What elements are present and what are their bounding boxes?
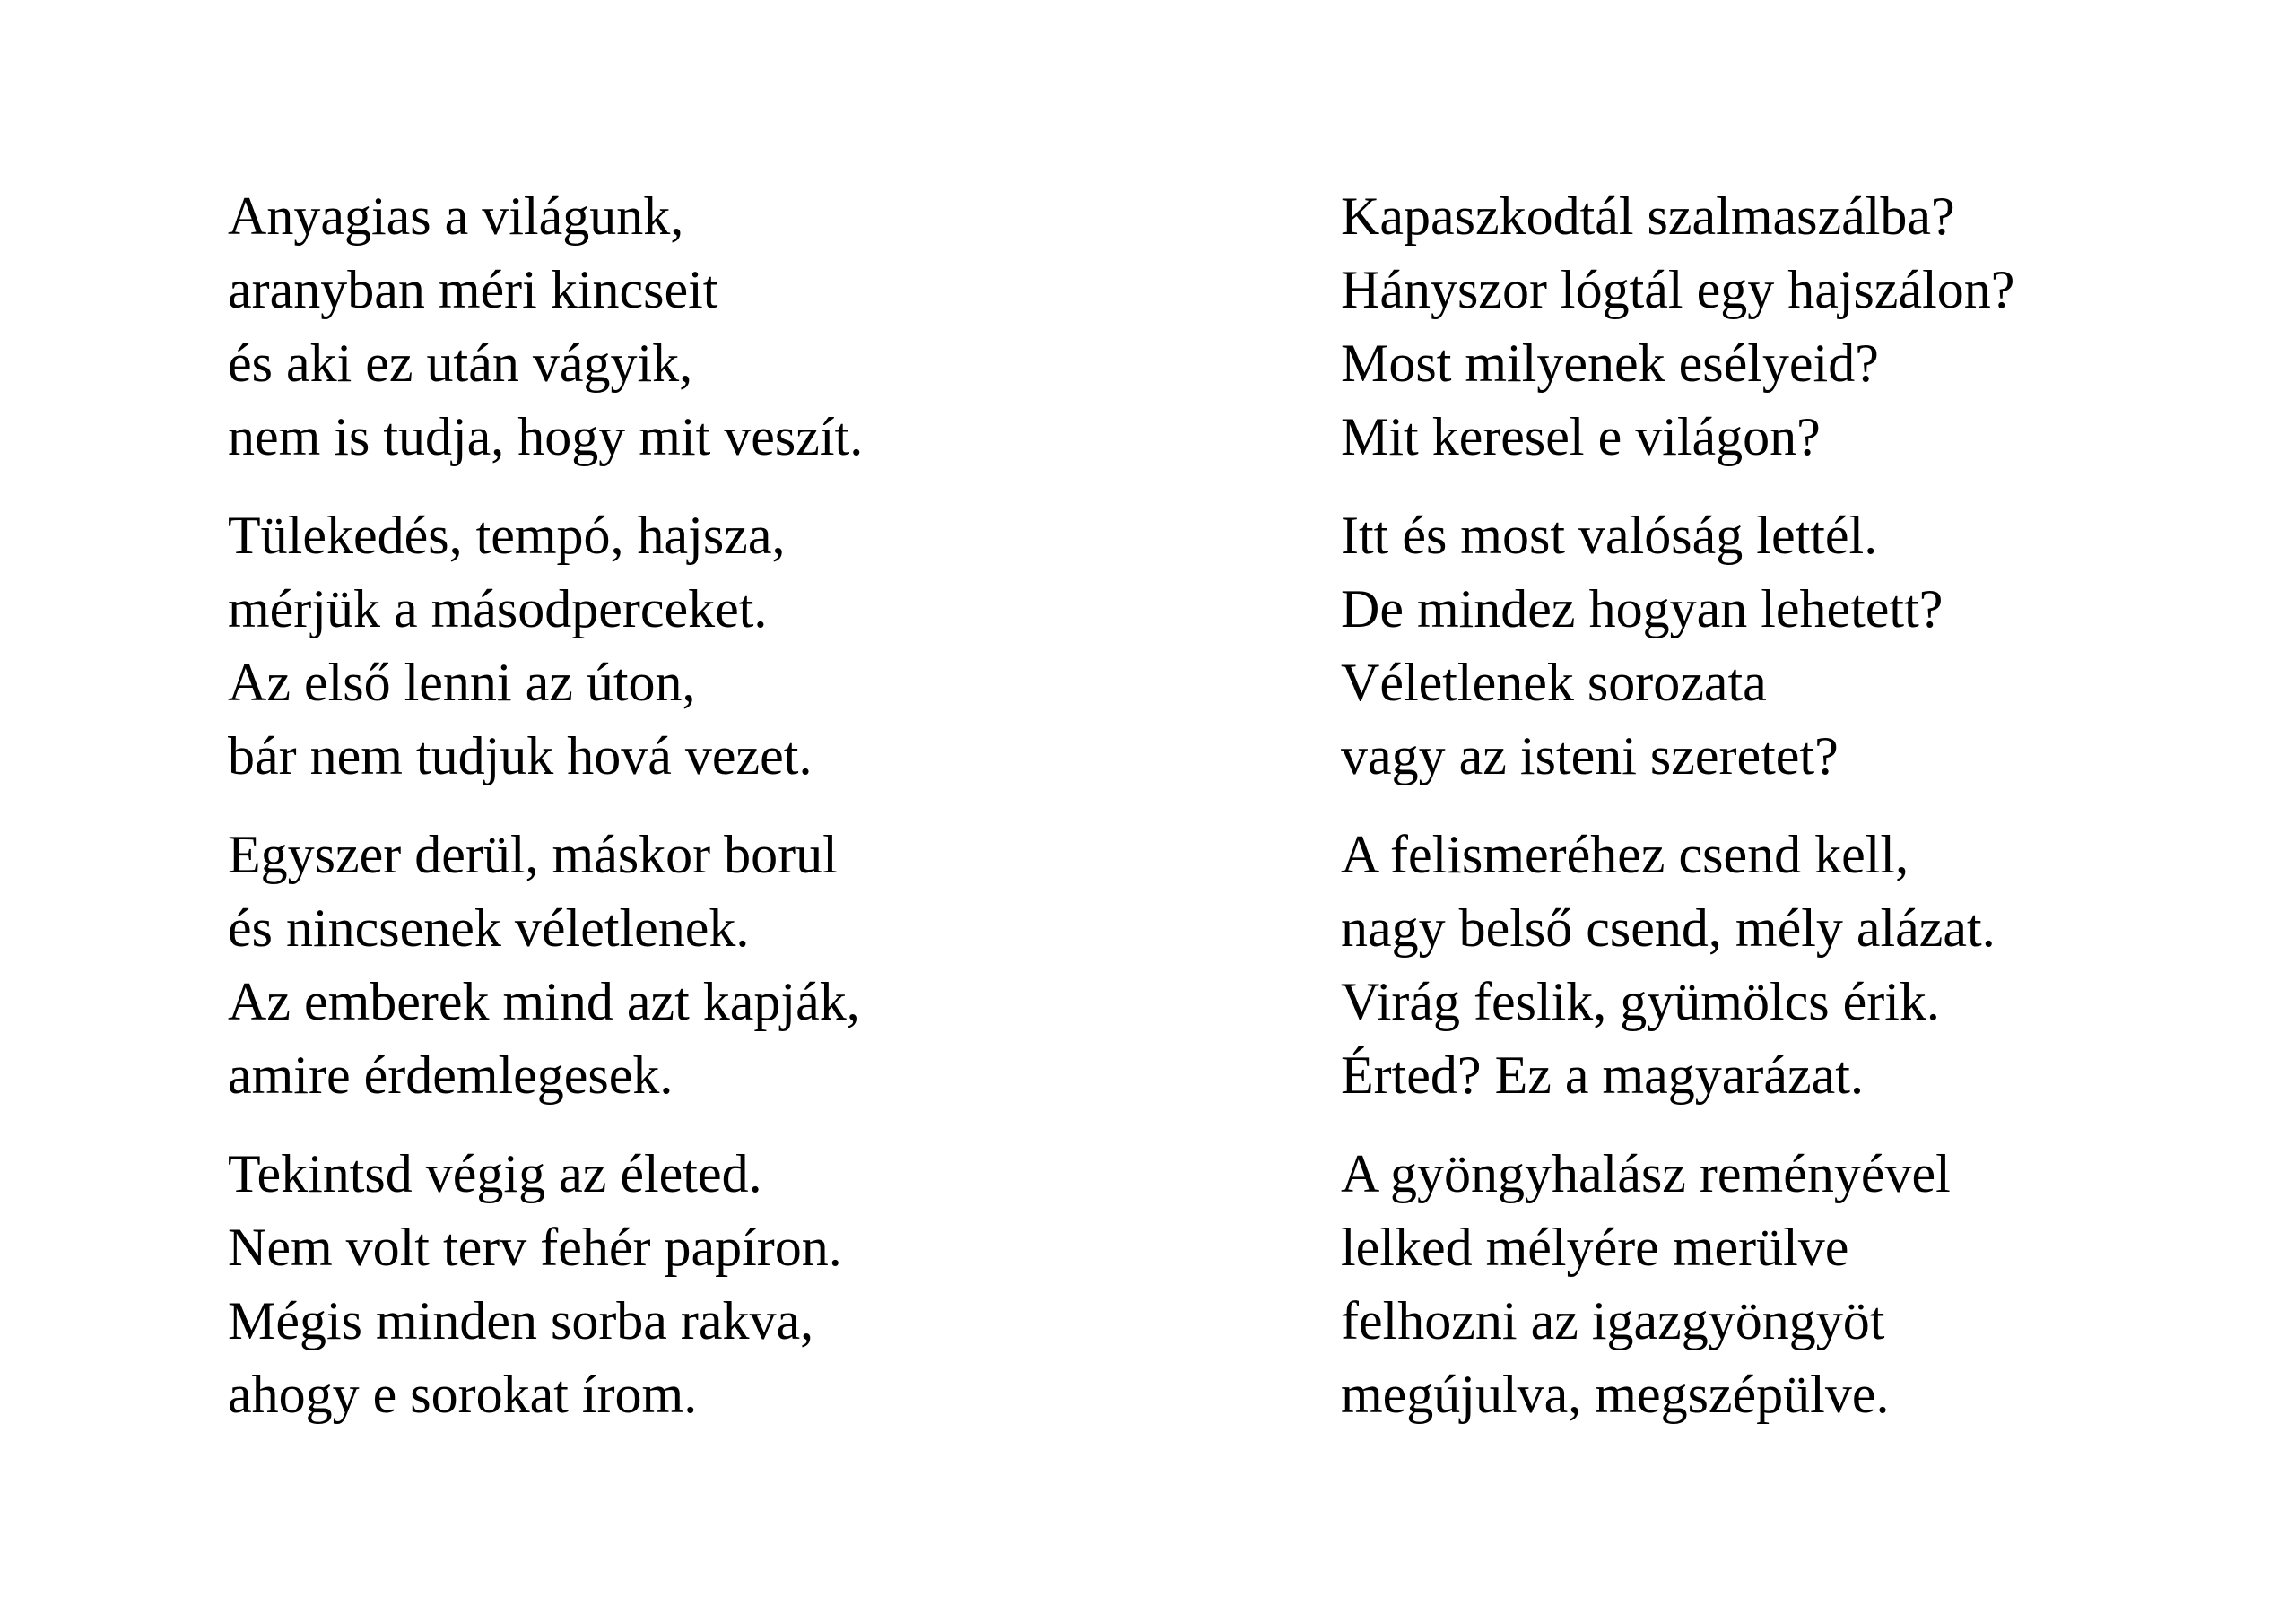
poem-line: megújulva, megszépülve. <box>1341 1365 1890 1424</box>
poem-line: amire érdemlegesek. <box>228 1046 674 1105</box>
poem-line: Most milyenek esélyeid? <box>1341 334 1879 393</box>
poem-line: Kapaszkodtál szalmaszálba? <box>1341 187 1955 246</box>
poem-line: Az emberek mind azt kapják, <box>228 972 860 1031</box>
stanza <box>1341 179 2014 473</box>
poem-left-column <box>228 179 863 1456</box>
poem-line: De mindez hogyan lehetett? <box>1341 579 1944 638</box>
poem-line: és aki ez után vágyik, <box>228 334 693 393</box>
poem-line: A felismeréhez csend kell, <box>1341 825 1909 884</box>
poem-line: lelked mélyére merülve <box>1341 1218 1849 1277</box>
poem-line: nagy belső csend, mély alázat. <box>1341 898 1996 958</box>
poem-line: Hányszor lógtál egy hajszálon? <box>1341 260 2015 319</box>
stanza <box>1341 1137 2014 1431</box>
poem-line: Érted? Ez a magyarázat. <box>1341 1046 1864 1105</box>
stanza <box>228 499 863 793</box>
poem-line: Tekintsd végig az életed. <box>228 1144 762 1203</box>
poem-line: Nem volt terv fehér papíron. <box>228 1218 842 1277</box>
poem-line: és nincsenek véletlenek. <box>228 898 750 958</box>
poem-line: Mit keresel e világon? <box>1341 407 1821 466</box>
stanza <box>228 818 863 1112</box>
poem-line: mérjük a másodperceket. <box>228 579 768 638</box>
poem-line: ahogy e sorokat írom. <box>228 1365 698 1424</box>
stanza <box>1341 499 2014 793</box>
poem-line: Anyagias a világunk, <box>228 187 684 246</box>
poem-line: vagy az isteni szeretet? <box>1341 726 1839 785</box>
poem-line: Az első lenni az úton, <box>228 653 696 712</box>
poem-line: Mégis minden sorba rakva, <box>228 1291 814 1350</box>
poem-line: Tülekedés, tempó, hajsza, <box>228 506 786 565</box>
poem-right-column <box>1341 179 2014 1456</box>
poem-line: Véletlenek sorozata <box>1341 653 1767 712</box>
poem-line: Egyszer derül, máskor borul <box>228 825 838 884</box>
poem-line: nem is tudja, hogy mit veszít. <box>228 407 864 466</box>
poem-line: bár nem tudjuk hová vezet. <box>228 726 813 785</box>
poem-line: Virág feslik, gyümölcs érik. <box>1341 972 1940 1031</box>
poem-line: aranyban méri kincseit <box>228 260 718 319</box>
stanza <box>228 1137 863 1431</box>
poem-line: A gyöngyhalász reményével <box>1341 1144 1951 1203</box>
poem-line: felhozni az igazgyöngyöt <box>1341 1291 1885 1350</box>
stanza <box>1341 818 2014 1112</box>
poem-line: Itt és most valóság lettél. <box>1341 506 1878 565</box>
stanza <box>228 179 863 473</box>
